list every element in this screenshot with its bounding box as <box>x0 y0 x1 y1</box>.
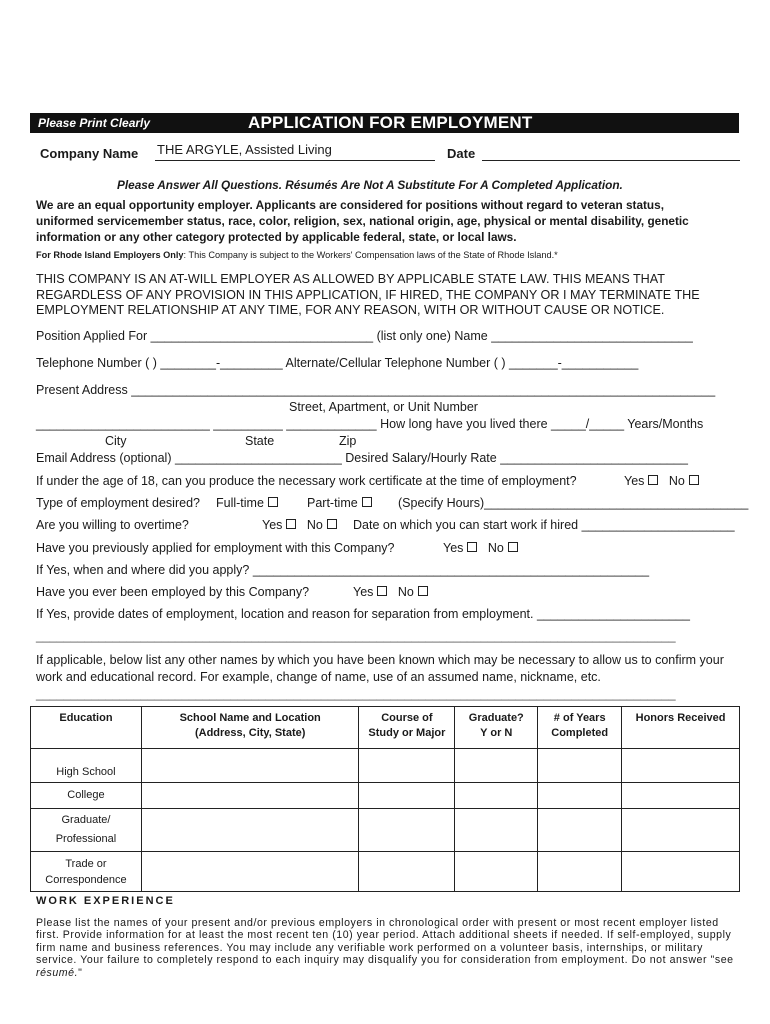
column-header: Honors Received <box>622 707 740 749</box>
table-cell[interactable] <box>455 783 538 809</box>
table-cell[interactable] <box>455 852 538 892</box>
row-label: Trade or Correspondence <box>31 852 142 892</box>
present-address-row[interactable]: Present Address ____________________________________________________________________________________ <box>36 383 716 397</box>
no-label: No <box>487 541 504 555</box>
row-label: Graduate/ Professional <box>31 809 142 852</box>
table-header-row <box>31 707 740 749</box>
part-time-label: Part-time <box>307 496 358 510</box>
eeo-statement <box>36 197 689 245</box>
checkbox-icon[interactable] <box>327 519 337 529</box>
company-name-field[interactable] <box>155 141 435 161</box>
table-cell[interactable] <box>359 852 455 892</box>
overtime-options <box>262 518 337 532</box>
no-label: No <box>668 474 685 488</box>
part-time-option <box>307 496 372 510</box>
table-row <box>31 749 740 783</box>
checkbox-icon[interactable] <box>467 542 477 552</box>
separation-dates-field[interactable]: If Yes, provide dates of employment, location and reason for separation from employment. ______________________ <box>36 607 690 621</box>
start-date-field[interactable]: Date on which you can start work if hired ______________________ <box>353 518 735 532</box>
row-label: College <box>31 783 142 809</box>
address-sublabel: Street, Apartment, or Unit Number <box>289 400 478 414</box>
no-label: No <box>397 585 414 599</box>
at-will-line: THIS COMPANY IS AN AT-WILL EMPLOYER AS ALLOWED BY APPLICABLE STATE LAW. THIS MEANS THAT <box>36 272 665 286</box>
table-cell[interactable] <box>622 809 740 852</box>
table-cell[interactable] <box>622 783 740 809</box>
quote-end: " <box>78 966 83 979</box>
under-18-options <box>624 474 699 488</box>
blank-answer-line[interactable]: ____________________________________________________________________________________________ <box>36 629 676 643</box>
checkbox-icon[interactable] <box>689 475 699 485</box>
page-title: APPLICATION FOR EMPLOYMENT <box>248 113 533 132</box>
company-name-value: THE ARGYLE, Assisted Living <box>157 142 332 157</box>
education-table <box>30 706 740 892</box>
yes-label: Yes <box>262 518 283 532</box>
table-cell[interactable] <box>141 809 359 852</box>
specify-hours-field[interactable]: (Specify Hours)______________________________________ <box>398 496 749 510</box>
table-cell[interactable] <box>622 749 740 783</box>
column-header: Graduate? Y or N <box>455 707 538 749</box>
table-row <box>31 783 740 809</box>
table-cell[interactable] <box>455 749 538 783</box>
table-cell[interactable] <box>538 749 622 783</box>
checkbox-icon[interactable] <box>508 542 518 552</box>
date-label: Date <box>447 146 476 161</box>
checkbox-icon[interactable] <box>648 475 658 485</box>
blank-answer-line[interactable]: ____________________________________________________________________________________________ <box>36 687 676 701</box>
eeo-line: uniformed servicemember status, race, color, religion, sex, national origin, age, physical or mental disability, genetic <box>36 214 689 228</box>
at-will-statement <box>36 272 700 319</box>
checkbox-icon[interactable] <box>418 586 428 596</box>
table-cell[interactable] <box>538 852 622 892</box>
employed-before-options <box>353 585 428 599</box>
checkbox-icon[interactable] <box>377 586 387 596</box>
column-header: Course of Study or Major <box>359 707 455 749</box>
no-label: No <box>306 518 323 532</box>
yes-label: Yes <box>353 585 374 599</box>
other-names-text: If applicable, below list any other names by which you have been known which may be necessary to allow us to confirm your <box>36 653 724 667</box>
checkbox-icon[interactable] <box>362 497 372 507</box>
work-experience-text <box>36 917 736 979</box>
work-experience-heading: WORK EXPERIENCE <box>36 895 175 907</box>
telephone-row[interactable]: Telephone Number ( ) ________-_________ Alternate/Cellular Telephone Number ( ) _______-___________ <box>36 356 639 370</box>
table-cell[interactable] <box>359 809 455 852</box>
ri-notice-text: : This Company is subject to the Workers' Compensation laws of the State of Rhode Island.* <box>183 250 558 260</box>
resume-word: résumé. <box>36 966 79 979</box>
ri-notice <box>36 250 558 260</box>
table-cell[interactable] <box>622 852 740 892</box>
table-cell[interactable] <box>359 749 455 783</box>
table-cell[interactable] <box>141 852 359 892</box>
city-state-zip-row[interactable]: _________________________ __________ _____________ How long have you lived there _____/_____ Years/Months <box>36 417 704 431</box>
yes-label: Yes <box>443 541 464 555</box>
table-cell[interactable] <box>141 783 359 809</box>
at-will-line: EMPLOYMENT RELATIONSHIP AT ANY TIME, FOR ANY REASON, WITH OR WITHOUT CAUSE OR NOTICE. <box>36 303 665 317</box>
full-time-option <box>216 496 278 510</box>
eeo-line: information or any other category protected by applicable federal, state, or local laws. <box>36 230 517 244</box>
employment-type-question: Type of employment desired? <box>36 496 200 510</box>
column-header: School Name and Location (Address, City, State) <box>141 707 359 749</box>
table-row <box>31 852 740 892</box>
date-field[interactable] <box>482 145 740 161</box>
table-cell[interactable] <box>538 809 622 852</box>
applied-before-question: Have you previously applied for employment with this Company? <box>36 541 395 555</box>
position-name-row[interactable]: Position Applied For ________________________________ (list only one) Name _____________________________ <box>36 329 693 343</box>
overtime-question: Are you willing to overtime? <box>36 518 189 532</box>
checkbox-icon[interactable] <box>268 497 278 507</box>
applied-before-options <box>443 541 518 555</box>
employed-before-question: Have you ever been employed by this Company? <box>36 585 310 599</box>
checkbox-icon[interactable] <box>286 519 296 529</box>
zip-label: Zip <box>339 434 357 448</box>
header-bar <box>30 113 739 133</box>
email-salary-row[interactable]: Email Address (optional) ________________________ Desired Salary/Hourly Rate ___________________________ <box>36 451 688 465</box>
city-label: City <box>105 434 127 448</box>
eeo-line: We are an equal opportunity employer. Applicants are considered for positions without regard to veteran status, <box>36 198 664 212</box>
table-cell[interactable] <box>455 809 538 852</box>
state-label: State <box>245 434 275 448</box>
table-cell[interactable] <box>141 749 359 783</box>
ri-notice-bold: For Rhode Island Employers Only <box>36 250 184 260</box>
full-time-label: Full-time <box>216 496 264 510</box>
yes-label: Yes <box>624 474 645 488</box>
column-header: Education <box>31 707 142 749</box>
company-name-label: Company Name <box>40 146 139 161</box>
table-cell[interactable] <box>538 783 622 809</box>
other-names-text: work and educational record. For example, change of name, use of an assumed name, nickname, etc. <box>36 670 601 684</box>
notice-text: Please Answer All Questions. Résumés Are Not A Substitute For A Completed Application. <box>117 178 623 192</box>
column-header: # of Years Completed <box>538 707 622 749</box>
at-will-line: REGARDLESS OF ANY PROVISION IN THIS APPLICATION, IF HIRED, THE COMPANY OR I MAY TERMINATE THE <box>36 287 700 302</box>
when-where-field[interactable]: If Yes, when and where did you apply? _________________________________________________________ <box>36 563 650 577</box>
under-18-question: If under the age of 18, can you produce the necessary work certificate at the time of employment? <box>36 474 577 488</box>
table-cell[interactable] <box>359 783 455 809</box>
row-label: High School <box>31 749 142 783</box>
work-experience-body: Please list the names of your present and/or previous employers in chronological order with present or most recent employer listed first. Provide information for at least the most recent ten (10) year period. Attach additional sheets if needed. If self-employed, supply firm name and business references. You may include any verifiable work performed on a volunteer basis, internships, or military service. Your failure to completely respond to each inquiry may disqualify you for consideration from employment. Do not answer "see <box>36 917 734 967</box>
print-note: Please Print Clearly <box>38 116 151 130</box>
table-row <box>31 809 740 852</box>
